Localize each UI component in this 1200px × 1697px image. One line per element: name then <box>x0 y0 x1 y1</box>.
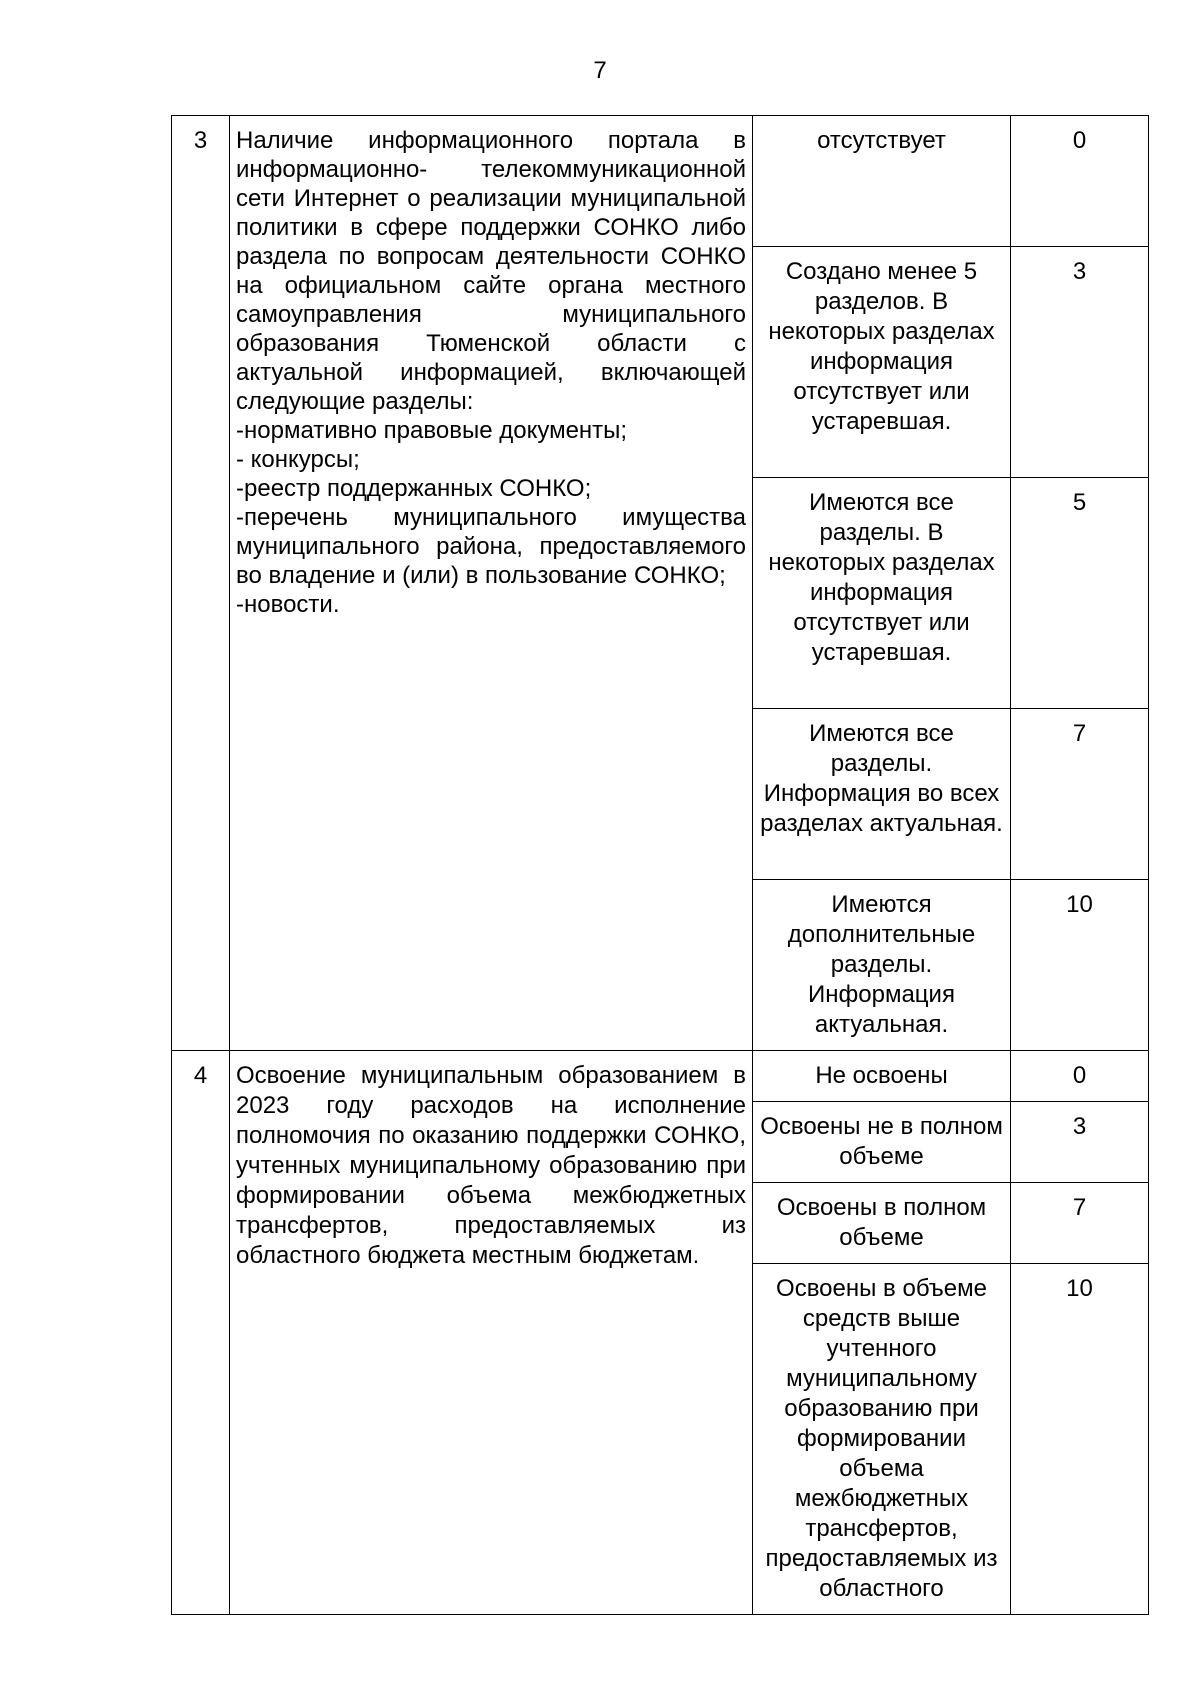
level-score: 0 <box>1011 116 1149 247</box>
criterion-description-item: -реестр поддержанных СОНКО; <box>236 475 592 502</box>
page-number: 7 <box>593 57 607 84</box>
level-description: Не освоены <box>753 1051 1011 1102</box>
level-score: 7 <box>1011 1183 1149 1264</box>
criteria-table <box>171 115 1149 1615</box>
level-score: 10 <box>1011 880 1149 1051</box>
level-description: отсутствует <box>753 116 1011 247</box>
level-score: 3 <box>1011 1102 1149 1183</box>
level-description: Имеются все разделы. В некоторых разделах информация отсутствует или устаревшая. <box>753 478 1011 709</box>
criterion-description: Освоение муниципальным образованием в 2023 году расходов на исполнение полномочия по оказанию поддержки СОНКО, учтенных муниципальному образованию при формировании объема межбюджетных трансфертов, предоставляемых из областного бюджета местным бюджетам. <box>230 1051 753 1615</box>
level-score: 10 <box>1011 1264 1149 1615</box>
table-row <box>172 116 1149 247</box>
criterion-description-item: -новости. <box>236 591 340 618</box>
table-row <box>172 1051 1149 1102</box>
level-description: Имеются дополнительные разделы. Информация актуальная. <box>753 880 1011 1051</box>
level-description: Создано менее 5 разделов. В некоторых разделах информация отсутствует или устаревшая. <box>753 247 1011 478</box>
criterion-description-paragraph: Наличие информационного портала в информационно- телекоммуникационной сети Интернет о реализации муниципальной политики в сфере поддержки СОНКО либо раздела по вопросам деятельности СОНКО на официальном сайте органа местного самоуправления муниципального образования Тюменской области с актуальной информацией, включающей следующие разделы: <box>236 127 746 415</box>
level-score: 3 <box>1011 247 1149 478</box>
criterion-number: 3 <box>172 116 230 1051</box>
level-score: 5 <box>1011 478 1149 709</box>
level-description: Освоены в объеме средств выше учтенного муниципальному образованию при формировании объема межбюджетных трансфертов, предоставляемых из областного <box>753 1264 1011 1615</box>
criterion-description <box>230 116 753 1051</box>
level-score: 7 <box>1011 709 1149 880</box>
level-description: Освоены в полном объеме <box>753 1183 1011 1264</box>
criterion-description-item: -нормативно правовые документы; <box>236 417 628 444</box>
criterion-description-item: - конкурсы; <box>236 446 360 473</box>
criterion-number: 4 <box>172 1051 230 1615</box>
level-description: Имеются все разделы. Информация во всех разделах актуальная. <box>753 709 1011 880</box>
criterion-description-item: -перечень муниципального имущества муниципального района, предоставляемого во владение и (или) в пользование СОНКО; <box>236 504 746 589</box>
level-description: Освоены не в полном объеме <box>753 1102 1011 1183</box>
level-score: 0 <box>1011 1051 1149 1102</box>
